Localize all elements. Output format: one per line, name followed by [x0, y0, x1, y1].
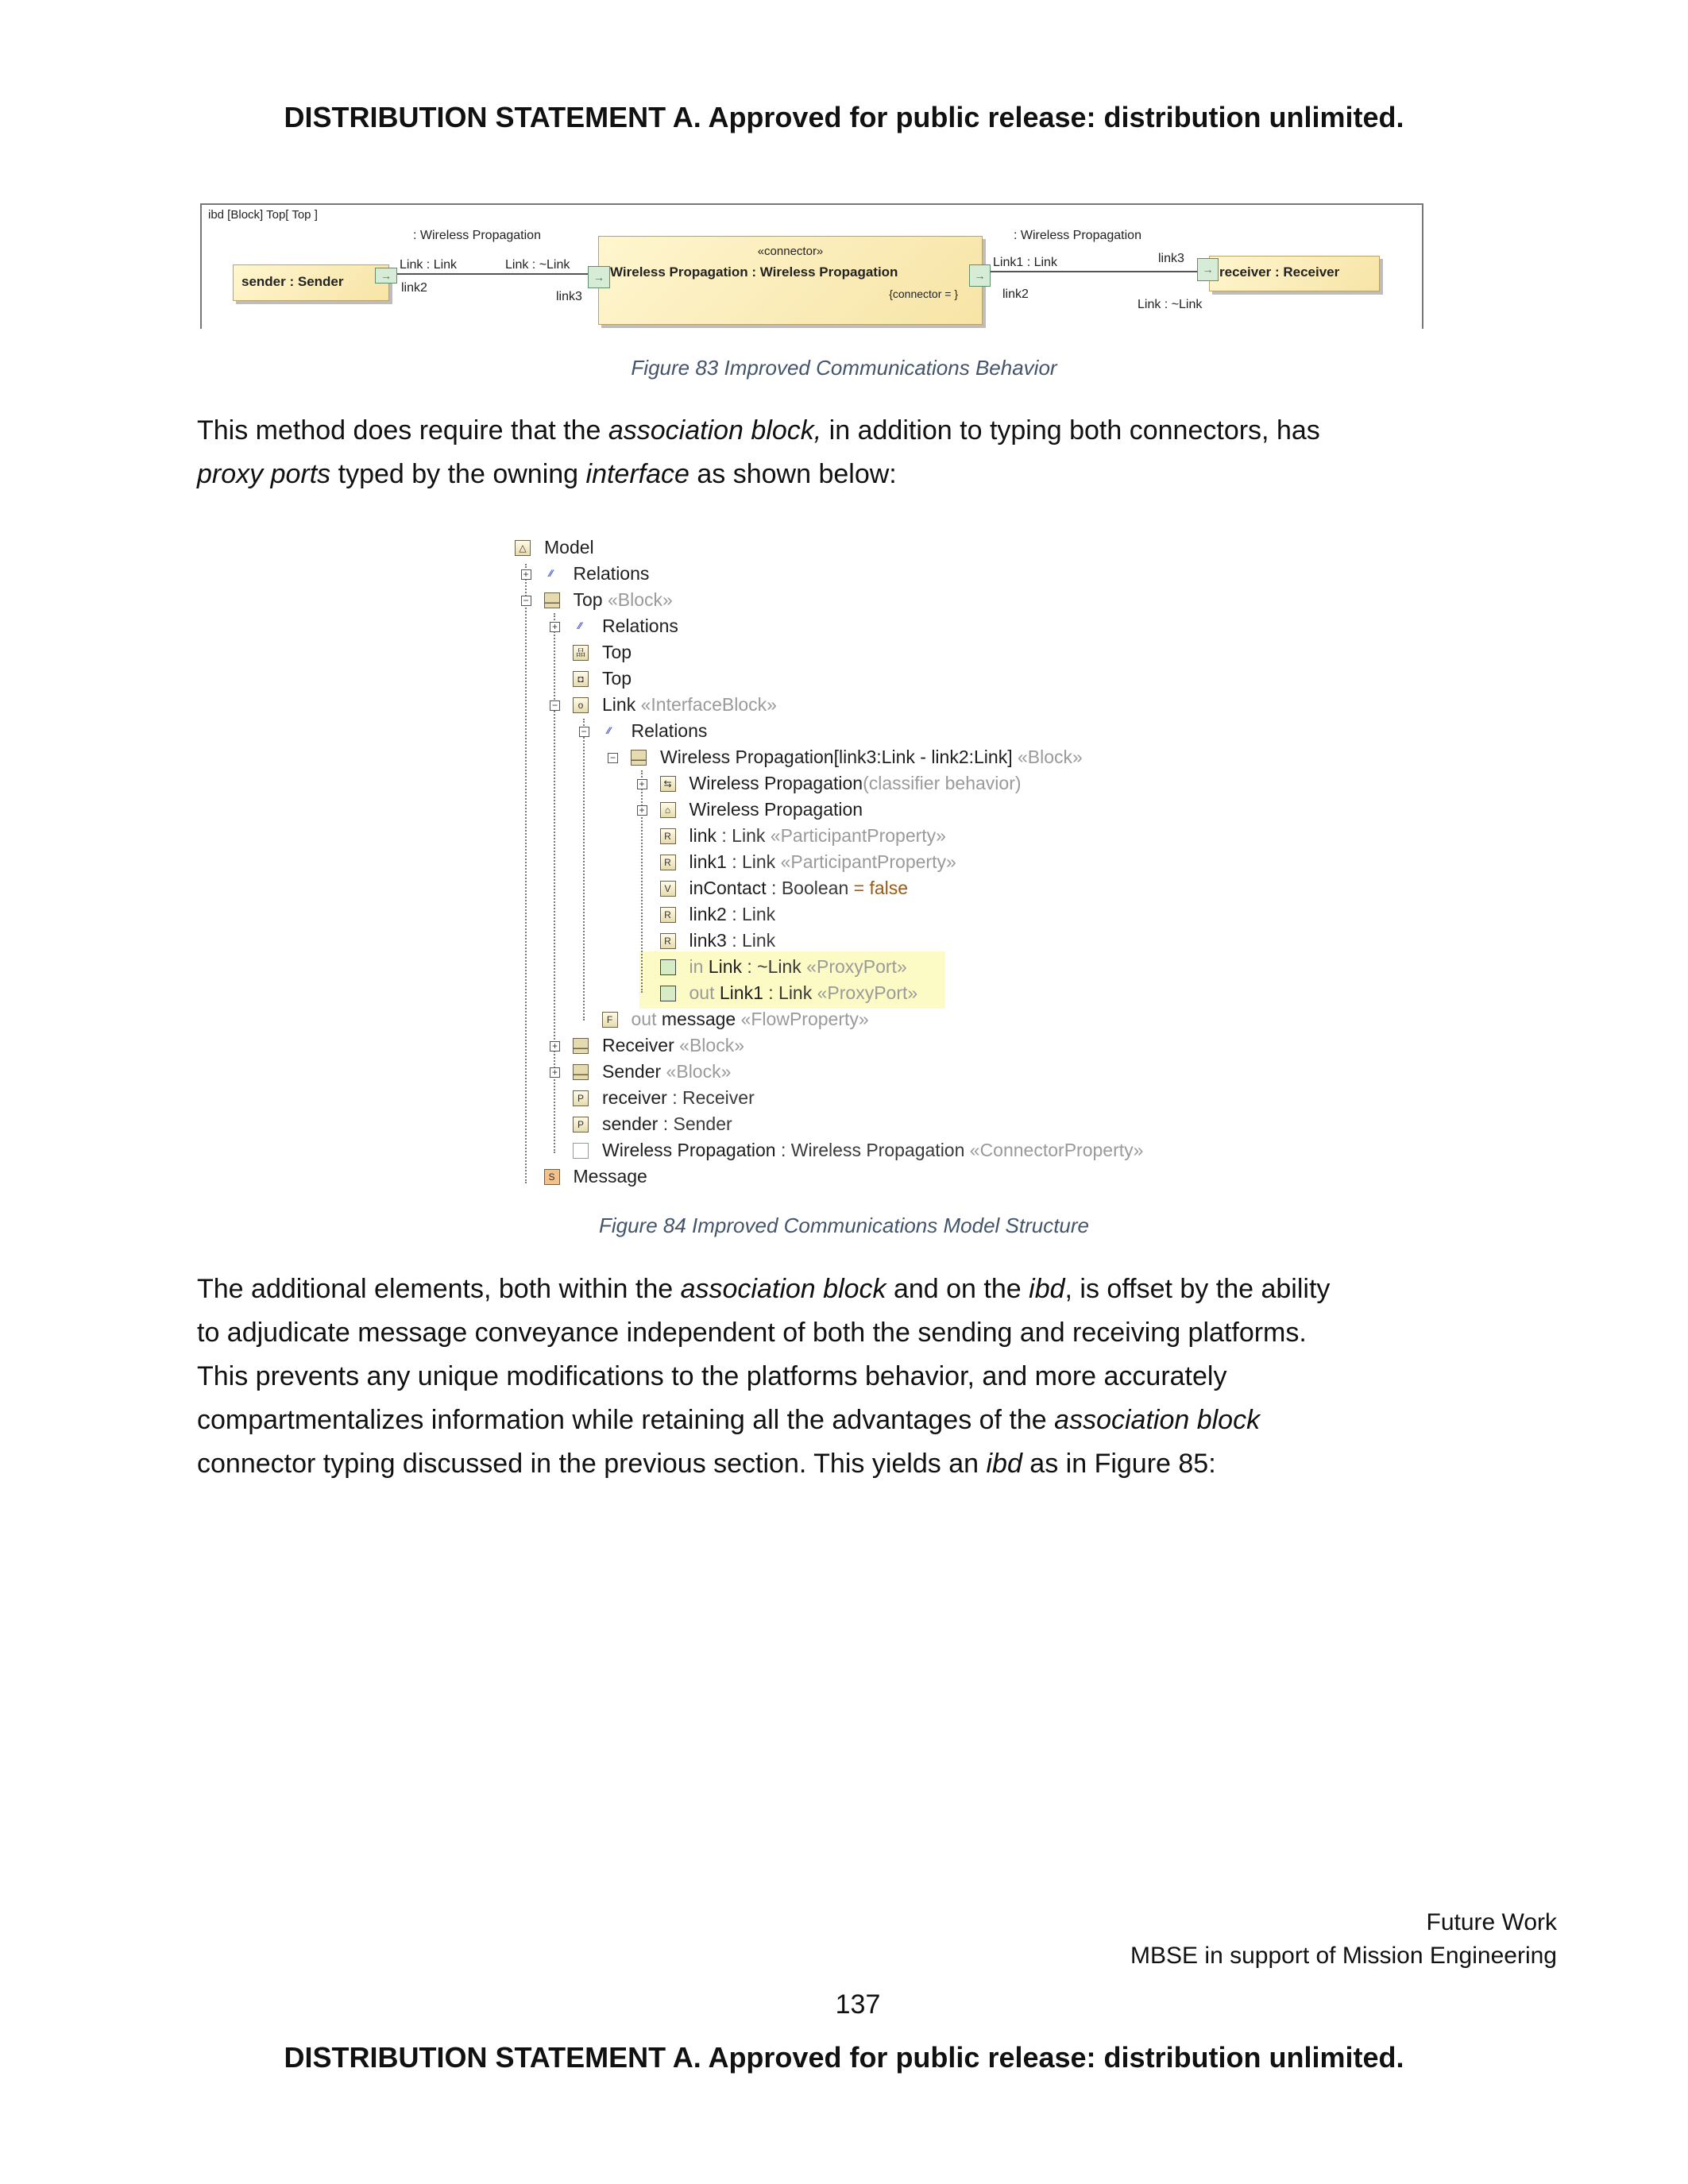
relations-icon: ⁄⁄ — [549, 568, 553, 579]
connector-stereotype: «connector» — [757, 245, 824, 258]
tree-item-label — [602, 1032, 744, 1059]
element-text: : ~Link — [742, 956, 802, 977]
flow-property-icon: F — [602, 1012, 618, 1028]
participant-property-icon: R — [660, 907, 676, 923]
emphasis-text: ibd — [986, 1449, 1022, 1479]
page-number: 137 — [835, 1989, 881, 2020]
tree-item-label — [689, 980, 918, 1006]
element-text: link2 — [689, 904, 727, 924]
element-text: link1 — [689, 851, 727, 872]
tree-item-label — [602, 692, 777, 718]
participant-property-icon: R — [660, 933, 676, 949]
participant-property-icon: R — [660, 855, 676, 870]
sender-label: sender : Sender — [241, 274, 344, 289]
frame-label: ibd [Block] Top[ Top ] — [208, 208, 318, 222]
tree-item-label — [632, 1006, 869, 1032]
proxy-port-icon — [660, 959, 676, 975]
distribution-statement-top: DISTRIBUTION STATEMENT A. Approved for public release: distribution unlimited. — [284, 101, 1404, 133]
text-line — [197, 458, 897, 490]
text-span: in addition to typing both connectors, has — [821, 415, 1320, 446]
tree-item-label — [602, 639, 632, 666]
center-in-role-label: link3 — [556, 290, 582, 303]
element-text: : Link — [726, 930, 776, 951]
tree-guide — [583, 719, 585, 1021]
tree-item-label — [689, 875, 909, 901]
connector-constraint: {connector = } — [889, 287, 958, 300]
element-text: receiver — [602, 1087, 667, 1108]
tree-item-label — [574, 587, 673, 613]
collapse-icon[interactable]: − — [608, 753, 618, 763]
stereotype-text: (classifier behavior) — [863, 773, 1022, 793]
element-text: Message — [573, 1166, 647, 1187]
element-text: Relations — [573, 563, 650, 584]
text-span: and on the — [886, 1274, 1029, 1304]
emphasis-text: association block — [1054, 1405, 1261, 1435]
default-value: = false — [848, 878, 909, 898]
collapse-icon[interactable]: − — [579, 727, 589, 737]
tree-item-label — [632, 718, 708, 744]
stereotype-text: «FlowProperty» — [736, 1009, 869, 1029]
state-machine-icon: ⇆ — [660, 776, 676, 792]
receiver-link-label: Link : ~Link — [1138, 298, 1203, 311]
left-connector-name: : Wireless Propagation — [413, 229, 541, 242]
tree-item-label — [689, 928, 776, 954]
receiver-part[interactable] — [1209, 256, 1380, 291]
connector-property-icon — [573, 1143, 589, 1159]
emphasis-text: proxy ports — [197, 459, 331, 489]
ibd-diagram-icon: ◘ — [573, 671, 589, 687]
emphasis-text: ibd — [1029, 1274, 1065, 1304]
tree-item-label — [689, 849, 956, 875]
element-text: Link1 — [719, 982, 763, 1003]
text-span: as in Figure 85: — [1022, 1449, 1216, 1479]
bdd-diagram-icon: 品 — [573, 645, 589, 661]
element-text: Link — [602, 694, 636, 715]
value-property-icon: V — [660, 881, 676, 897]
tree-guide — [641, 770, 643, 993]
stereotype-text: «InterfaceBlock» — [635, 694, 777, 715]
text-span: This prevents any unique modifications to the platforms behavior, and more accurately — [197, 1361, 1227, 1391]
collapse-icon[interactable]: − — [550, 700, 560, 711]
tree-item-label — [602, 666, 632, 692]
tree-item-label — [689, 954, 907, 980]
element-text: : Receiver — [666, 1087, 755, 1108]
element-text: Top — [602, 668, 632, 689]
connector-line-left — [397, 273, 589, 275]
footer-document: MBSE in support of Mission Engineering — [1130, 1943, 1557, 1969]
activity-icon: ⌂ — [660, 802, 676, 818]
element-text: : Link — [763, 982, 813, 1003]
tree-item-label — [602, 1111, 732, 1137]
expand-icon[interactable]: + — [637, 779, 647, 789]
text-span: to adjudicate message conveyance independent of both the sending and receiving platforms. — [197, 1318, 1307, 1348]
text-span: connector typing discussed in the previous section. This yields an — [197, 1449, 987, 1479]
emphasis-text: interface — [585, 459, 689, 489]
tree-guide — [525, 564, 527, 1183]
distribution-statement-bottom: DISTRIBUTION STATEMENT A. Approved for public release: distribution unlimited. — [284, 2041, 1404, 2074]
wireless-propagation-part[interactable] — [598, 236, 983, 325]
emphasis-text: association block, — [608, 415, 822, 446]
expand-icon[interactable]: + — [550, 1067, 560, 1078]
block-icon — [544, 592, 560, 608]
element-text: Model — [544, 537, 594, 558]
text-span: compartmentalizes information while retaining all the advantages of the — [197, 1405, 1055, 1435]
center-in-label: Link : ~Link — [505, 258, 570, 272]
text-line — [197, 415, 1320, 446]
tree-item-label — [602, 1085, 755, 1111]
stereotype-text: «Block» — [1012, 747, 1083, 767]
stereotype-text: in — [689, 956, 709, 977]
stereotype-text: «ParticipantProperty» — [765, 825, 946, 846]
arrow-right-icon: → — [593, 271, 605, 284]
element-text: Relations — [602, 615, 678, 636]
element-text: Top — [573, 589, 603, 610]
element-text: : Sender — [658, 1113, 732, 1134]
block-icon — [631, 750, 647, 766]
expand-icon[interactable]: + — [521, 569, 531, 580]
collapse-icon[interactable]: − — [521, 596, 531, 606]
element-text: link — [689, 825, 717, 846]
stereotype-text: «ProxyPort» — [801, 956, 907, 977]
receiver-label: receiver : Receiver — [1219, 264, 1340, 280]
element-text: Top — [602, 642, 632, 662]
arrow-right-icon: → — [380, 269, 392, 282]
text-span: This method does require that the — [197, 415, 608, 446]
element-text: : Link — [717, 825, 766, 846]
tree-item-label — [689, 770, 1022, 797]
tree-item-label — [602, 613, 678, 639]
element-text: Receiver — [602, 1035, 674, 1055]
tree-item-label — [689, 901, 776, 928]
stereotype-text: «Block» — [602, 589, 673, 610]
sender-role-label: link2 — [401, 281, 427, 295]
sender-port[interactable] — [375, 268, 397, 284]
tree-item-label — [689, 797, 863, 823]
element-text: sender — [602, 1113, 659, 1134]
stereotype-text: «Block» — [674, 1035, 744, 1055]
tree-item-label — [544, 534, 594, 561]
element-text: : Link — [726, 851, 776, 872]
stereotype-text: out — [689, 982, 720, 1003]
tree-item-label — [602, 1059, 731, 1085]
text-line — [197, 1448, 1216, 1480]
center-out-label: Link1 : Link — [993, 256, 1057, 269]
arrow-right-icon: → — [1202, 263, 1214, 276]
element-text: Relations — [631, 720, 708, 741]
text-span: as shown below: — [689, 459, 897, 489]
sender-link-label: Link : Link — [400, 258, 458, 272]
element-text: Wireless Propagation[link3:Link - link2:Link] — [660, 747, 1013, 767]
stereotype-text: «Block» — [661, 1061, 732, 1082]
relations-icon: ⁄⁄ — [577, 620, 581, 631]
center-in-port[interactable] — [588, 266, 610, 288]
expand-icon[interactable]: + — [550, 1041, 560, 1051]
text-line — [197, 1317, 1307, 1349]
text-line — [197, 1360, 1226, 1392]
block-icon — [573, 1038, 589, 1054]
element-text: link3 — [689, 930, 727, 951]
block-icon — [573, 1064, 589, 1080]
receiver-port[interactable] — [1197, 258, 1219, 281]
center-out-port[interactable] — [969, 264, 991, 287]
proxy-port-icon — [660, 986, 676, 1001]
element-text: Wireless Propagation — [689, 773, 863, 793]
signal-icon: S — [544, 1169, 560, 1185]
text-span: , is offset by the ability — [1064, 1274, 1331, 1304]
element-text: inContact — [689, 878, 767, 898]
center-out-role-label: link2 — [1002, 287, 1029, 301]
model-icon: △ — [515, 540, 531, 556]
arrow-right-icon: → — [974, 269, 986, 282]
element-text: Wireless Propagation — [602, 1140, 776, 1160]
stereotype-text: out — [631, 1009, 662, 1029]
element-text: : Link — [726, 904, 776, 924]
figure-84-caption: Figure 84 Improved Communications Model Structure — [598, 1214, 1090, 1237]
element-text: message — [661, 1009, 736, 1029]
footer-section: Future Work — [1426, 1909, 1557, 1935]
element-text: : Wireless Propagation — [775, 1140, 965, 1160]
figure-83-caption: Figure 83 Improved Communications Behavior — [631, 356, 1057, 380]
tree-item-label — [574, 1163, 647, 1190]
center-title: Wireless Propagation : Wireless Propagation — [610, 264, 898, 280]
text-span: The additional elements, both within the — [197, 1274, 681, 1304]
text-span: typed by the owning — [330, 459, 586, 489]
expand-icon[interactable]: + — [637, 805, 647, 816]
receiver-role-label: link3 — [1158, 252, 1184, 265]
part-property-icon: P — [573, 1090, 589, 1106]
text-line — [197, 1273, 1330, 1305]
connector-line-right — [989, 271, 1199, 272]
stereotype-text: «ParticipantProperty» — [775, 851, 956, 872]
tree-item-label — [602, 1137, 1143, 1163]
expand-icon[interactable]: + — [550, 622, 560, 632]
element-text: Wireless Propagation — [689, 799, 863, 820]
part-property-icon: P — [573, 1117, 589, 1133]
right-connector-name: : Wireless Propagation — [1014, 229, 1141, 242]
element-text: Sender — [602, 1061, 662, 1082]
stereotype-text: «ProxyPort» — [812, 982, 918, 1003]
tree-item-label — [660, 744, 1083, 770]
text-line — [197, 1404, 1260, 1436]
interface-block-icon: o — [573, 697, 589, 713]
element-text: : Boolean — [766, 878, 849, 898]
relations-icon: ⁄⁄ — [607, 725, 611, 736]
stereotype-text: «ConnectorProperty» — [964, 1140, 1144, 1160]
tree-item-label — [574, 561, 650, 587]
sender-part[interactable] — [233, 264, 389, 301]
participant-property-icon: R — [660, 828, 676, 844]
tree-item-label — [689, 823, 946, 849]
element-text: Link — [708, 956, 742, 977]
emphasis-text: association block — [680, 1274, 886, 1304]
